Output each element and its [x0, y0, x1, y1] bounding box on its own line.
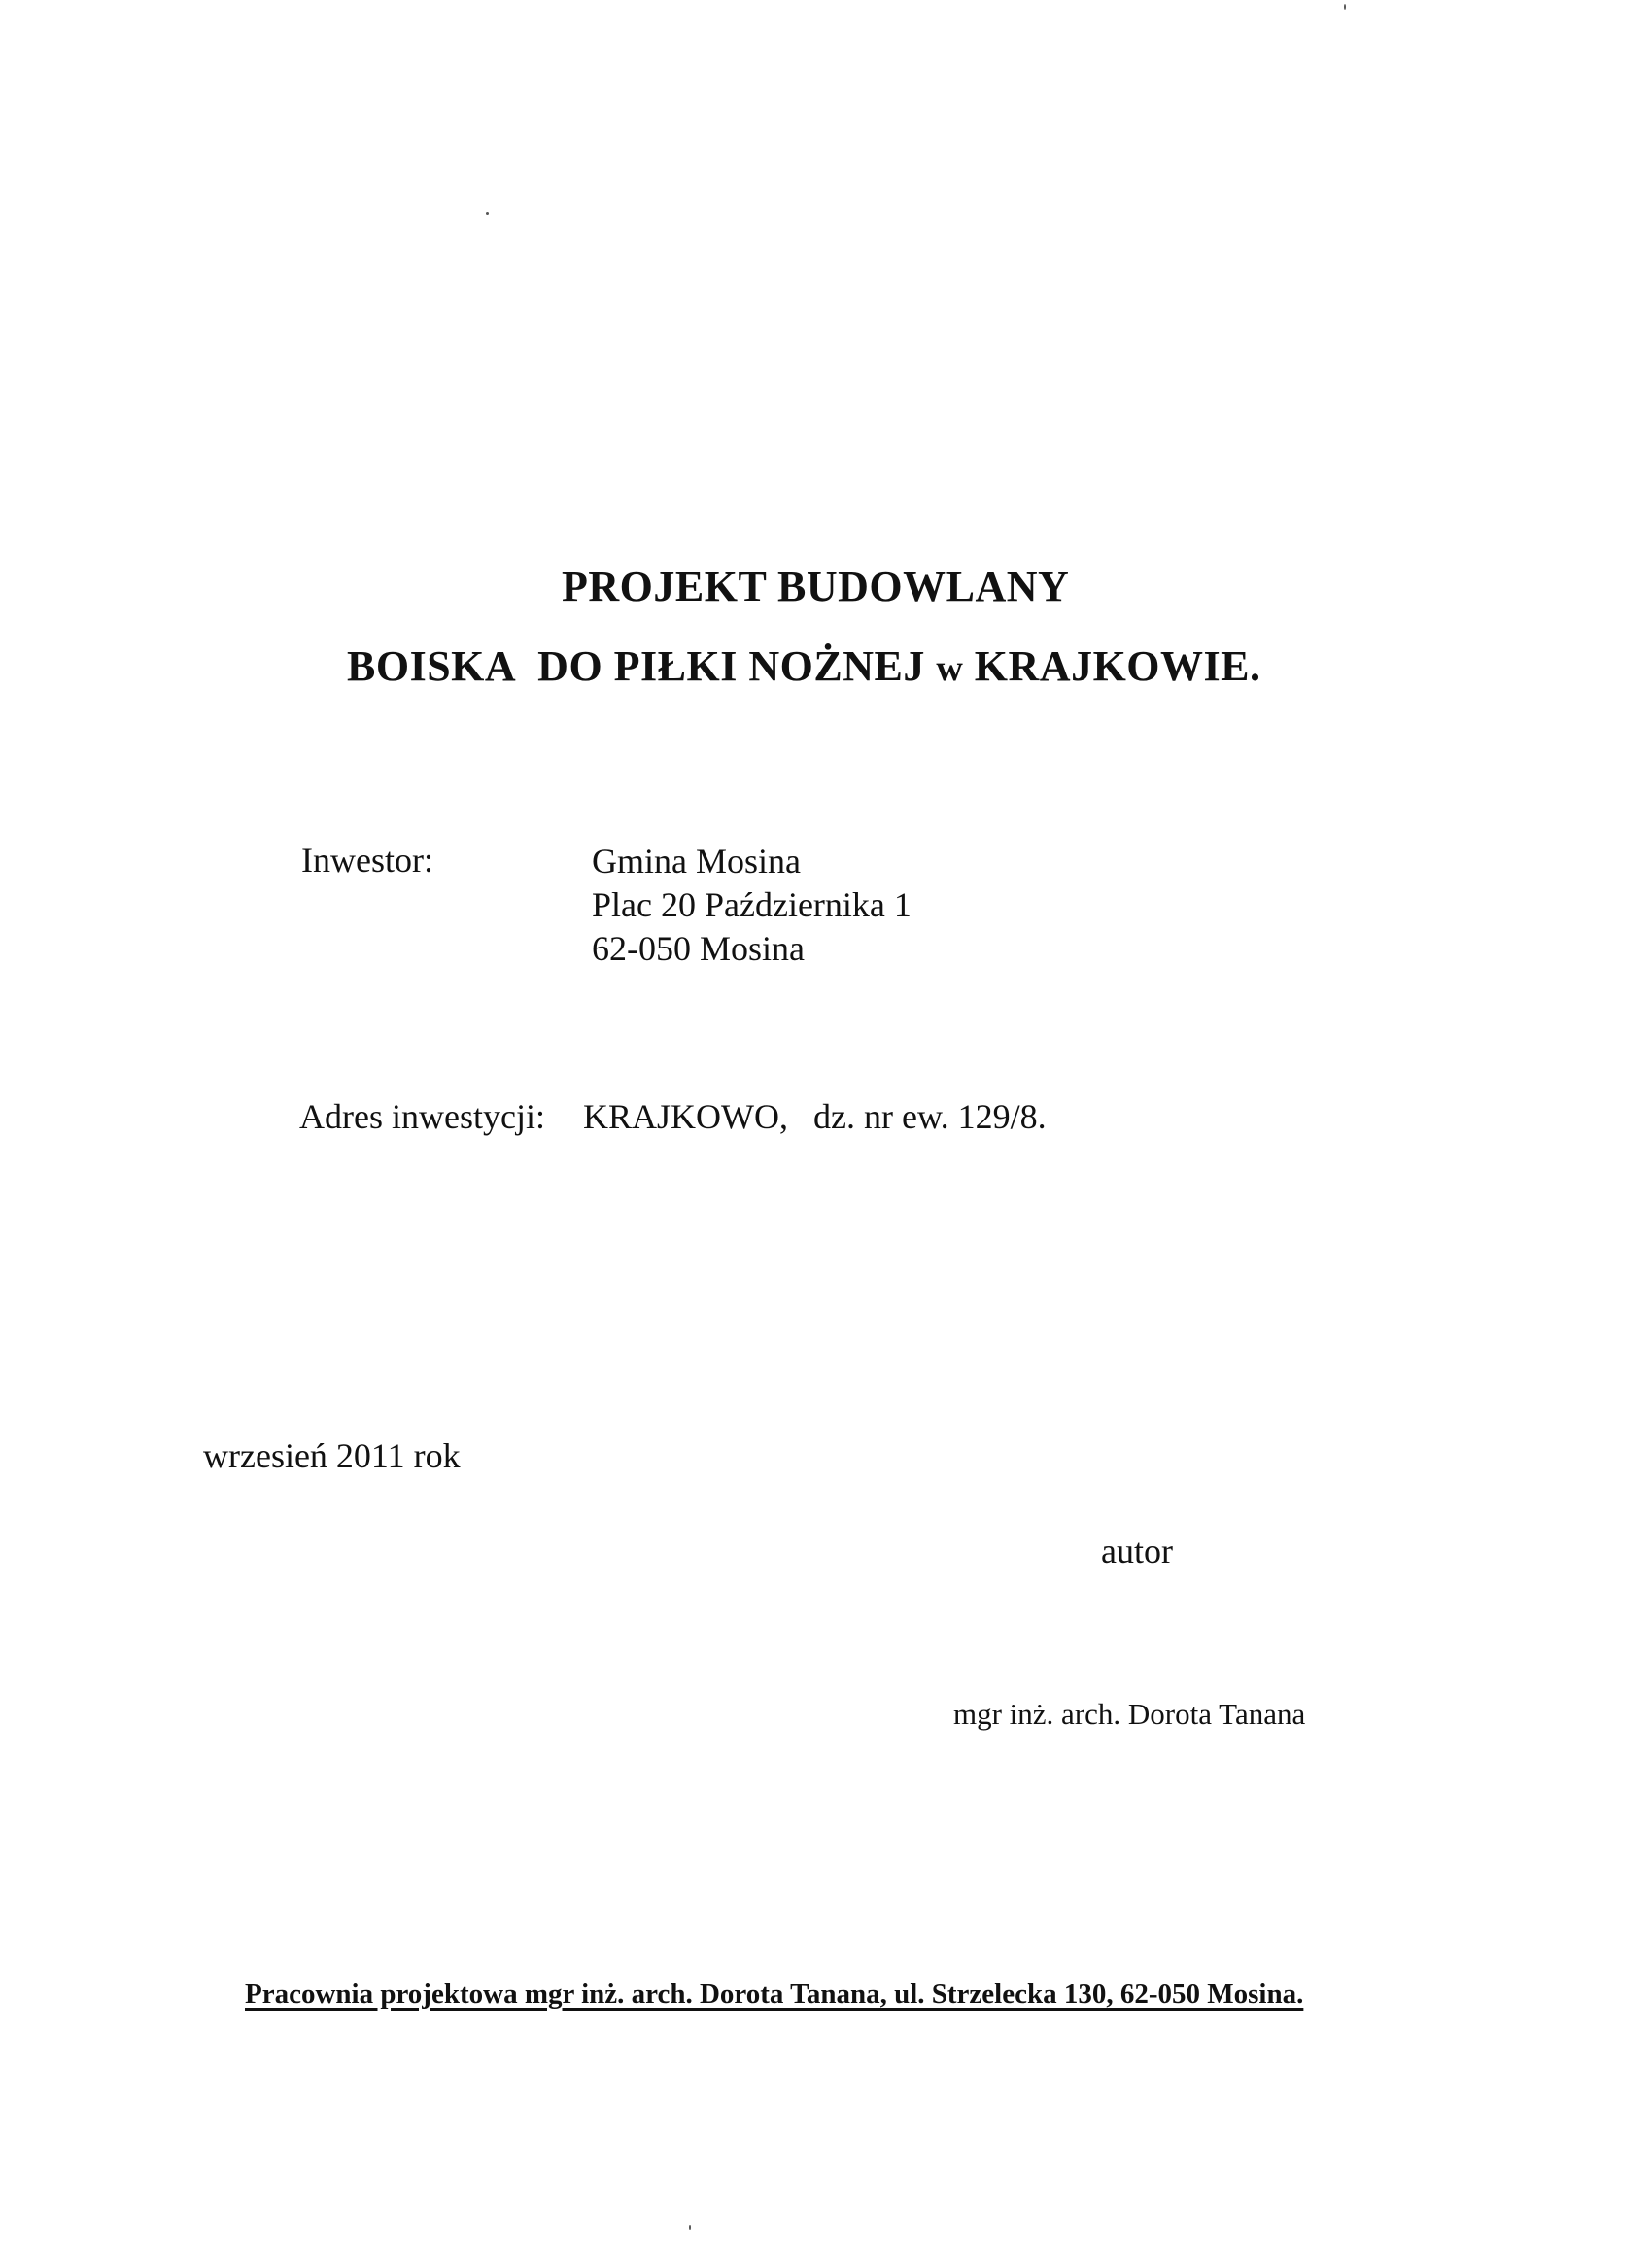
scan-speck: [1344, 4, 1346, 10]
investor-postal-city: 62-050 Mosina: [592, 929, 805, 968]
scan-speck: [486, 212, 489, 215]
address-plot: dz. nr ew. 129/8.: [813, 1097, 1047, 1136]
title-part-pilki: DO PIŁKI NOŻNEJ: [537, 642, 925, 690]
title-line-1: PROJEKT BUDOWLANY: [562, 563, 1070, 610]
author-label: autor: [1101, 1532, 1173, 1570]
title-part-boiska: BOISKA: [347, 642, 517, 690]
address-value: [583, 1096, 1047, 1137]
investor-details: [592, 840, 912, 971]
investor-name: Gmina Mosina: [592, 842, 801, 880]
studio-footer: Pracownia projektowa mgr inż. arch. Dorota Tanana, ul. Strzelecka 130, 62-050 Mosina.: [245, 1979, 1304, 2010]
address-place: KRAJKOWO,: [583, 1097, 788, 1136]
title-part-w: w: [936, 648, 964, 689]
investor-label: Inwestor:: [301, 841, 433, 879]
document-date: wrzesień 2011 rok: [203, 1436, 461, 1475]
author-name: mgr inż. arch. Dorota Tanana: [953, 1697, 1306, 1731]
address-label: Adres inwestycji:: [299, 1097, 545, 1136]
investor-street: Plac 20 Października 1: [592, 885, 912, 924]
title-part-place: KRAJKOWIE.: [974, 642, 1261, 690]
scan-speck: [689, 2225, 691, 2230]
title-line-2: [347, 641, 1261, 691]
